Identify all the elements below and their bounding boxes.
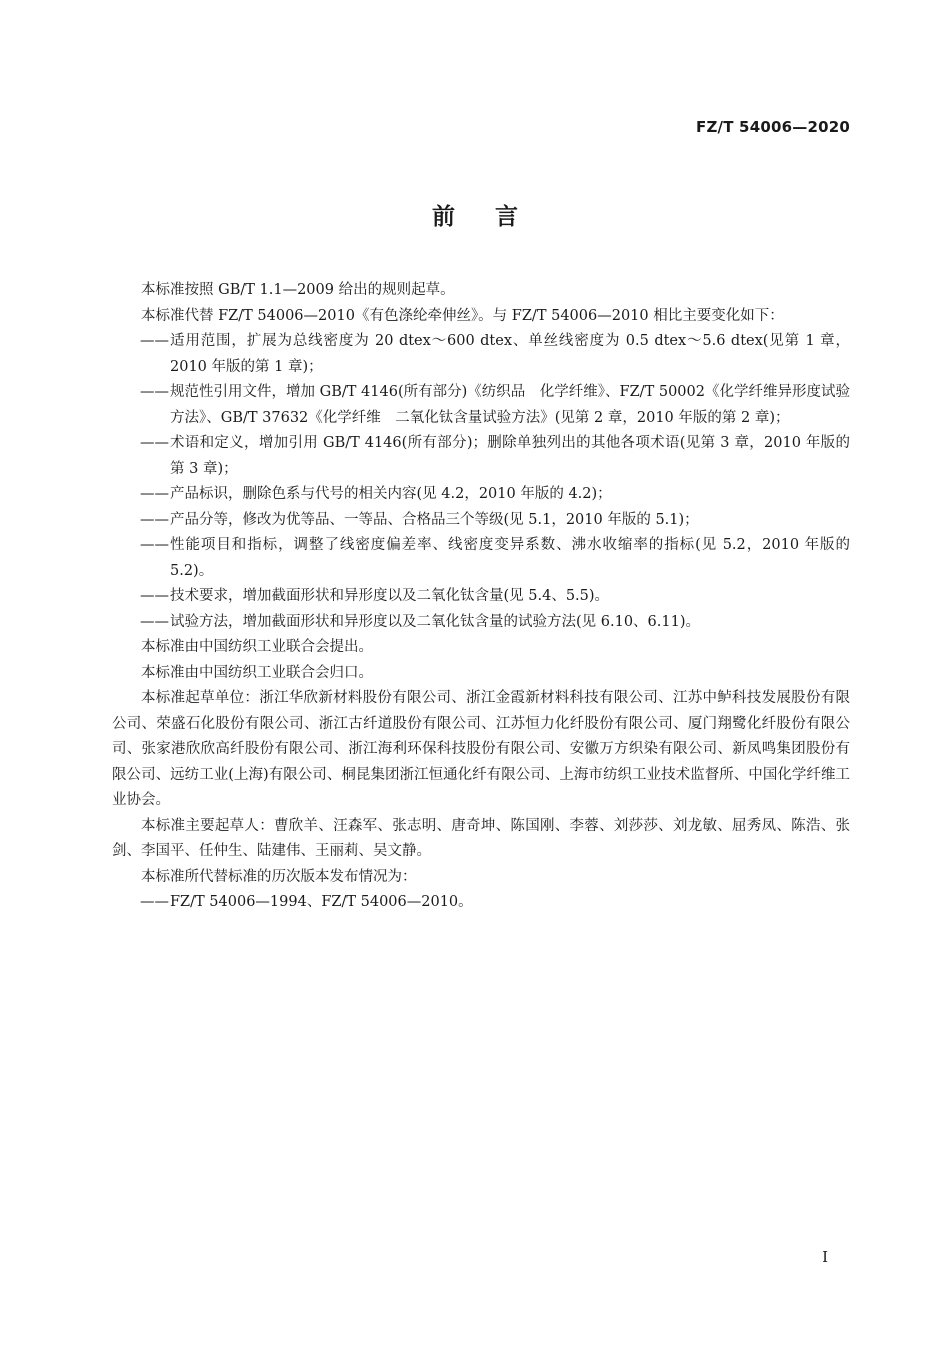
change-item: —— 产品标识，删除色系与代号的相关内容(见 4.2，2010 年版的 4.2)； xyxy=(112,482,850,508)
page-title: 前言 xyxy=(432,204,558,230)
change-item: —— 产品分等，修改为优等品、一等品、合格品三个等级(见 5.1，2010 年版的 5.1)； xyxy=(112,508,850,534)
foreword-body xyxy=(112,278,850,916)
change-item: —— 适用范围，扩展为总线密度为 20 dtex～600 dtex、单丝线密度为 0.5 dtex～5.6 dtex(见第 1 章，2010 年版的第 1 章)； xyxy=(112,329,850,380)
dash-marker: —— xyxy=(140,435,169,451)
change-item: —— 技术要求，增加截面形状和异形度以及二氧化钛含量(见 5.4、5.5)。 xyxy=(112,584,850,610)
page-number: I xyxy=(822,1248,828,1266)
change-item: —— 规范性引用文件，增加 GB/T 4146(所有部分)《纺织品 化学纤维》、FZ/T 50002《化学纤维异形度试验方法》、GB/T 37632《化学纤维 二氧化钛含量试验方法》(见第 2 章，2010 年版的第 2 章)； xyxy=(112,380,850,431)
dash-marker: —— xyxy=(140,613,169,630)
drafters-paragraph: 本标准主要起草人：曹欣羊、汪森军、张志明、唐奇坤、陈国刚、李蓉、刘莎莎、刘龙敏、屈秀凤、陈浩、张剑、李国平、任仲生、陆建伟、王丽莉、吴文静。 xyxy=(112,817,850,859)
history-item: —— FZ/T 54006—1994、FZ/T 54006—2010。 xyxy=(112,890,850,916)
intro-paragraph: 本标准代替 FZ/T 54006—2010《有色涤纶牵伸丝》。与 FZ/T 54006—2010 相比主要变化如下： xyxy=(141,307,784,324)
dash-marker: —— xyxy=(140,588,169,604)
dash-marker: —— xyxy=(140,333,169,349)
change-item: —— 试验方法，增加截面形状和异形度以及二氧化钛含量的试验方法(见 6.10、6.11)。 xyxy=(112,610,850,636)
drafting-units-paragraph: 本标准起草单位：浙江华欣新材料股份有限公司、浙江金霞新材料科技有限公司、江苏中鲈科技发展股份有限公司、荣盛石化股份有限公司、浙江古纤道股份有限公司、江苏恒力化纤股份有限公司、厦门翔鹭化纤股份有限公司、张家港欣欣高纤股份有限公司、浙江海利环保科技股份有限公司、安徽万方织染有限公司、新凤鸣集团股份有限公司、远纺工业(上海)有限公司、桐昆集团浙江恒通化纤有限公司、上海市纺织工业技术监督所、中国化学纤维工业协会。 xyxy=(112,690,850,808)
change-item: —— 性能项目和指标，调整了线密度偏差率、线密度变异系数、沸水收缩率的指标(见 5.2，2010 年版的 5.2)。 xyxy=(112,533,850,584)
centralized-by-paragraph: 本标准由中国纺织工业联合会归口。 xyxy=(141,664,373,681)
standard-code: FZ/T 54006—2020 xyxy=(696,118,850,136)
dash-marker: —— xyxy=(140,384,169,400)
dash-marker: —— xyxy=(140,511,169,528)
history-intro-paragraph: 本标准所代替标准的历次版本发布情况为： xyxy=(141,868,417,885)
proposed-by-paragraph: 本标准由中国纺织工业联合会提出。 xyxy=(141,639,373,655)
dash-marker: —— xyxy=(140,894,169,910)
dash-marker: —— xyxy=(140,537,169,553)
change-item: —— 术语和定义，增加引用 GB/T 4146(所有部分)；删除单独列出的其他各项术语(见第 3 章，2010 年版的第 3 章)； xyxy=(112,431,850,482)
dash-marker: —— xyxy=(140,486,169,502)
intro-paragraph: 本标准按照 GB/T 1.1—2009 给出的规则起草。 xyxy=(141,282,455,298)
